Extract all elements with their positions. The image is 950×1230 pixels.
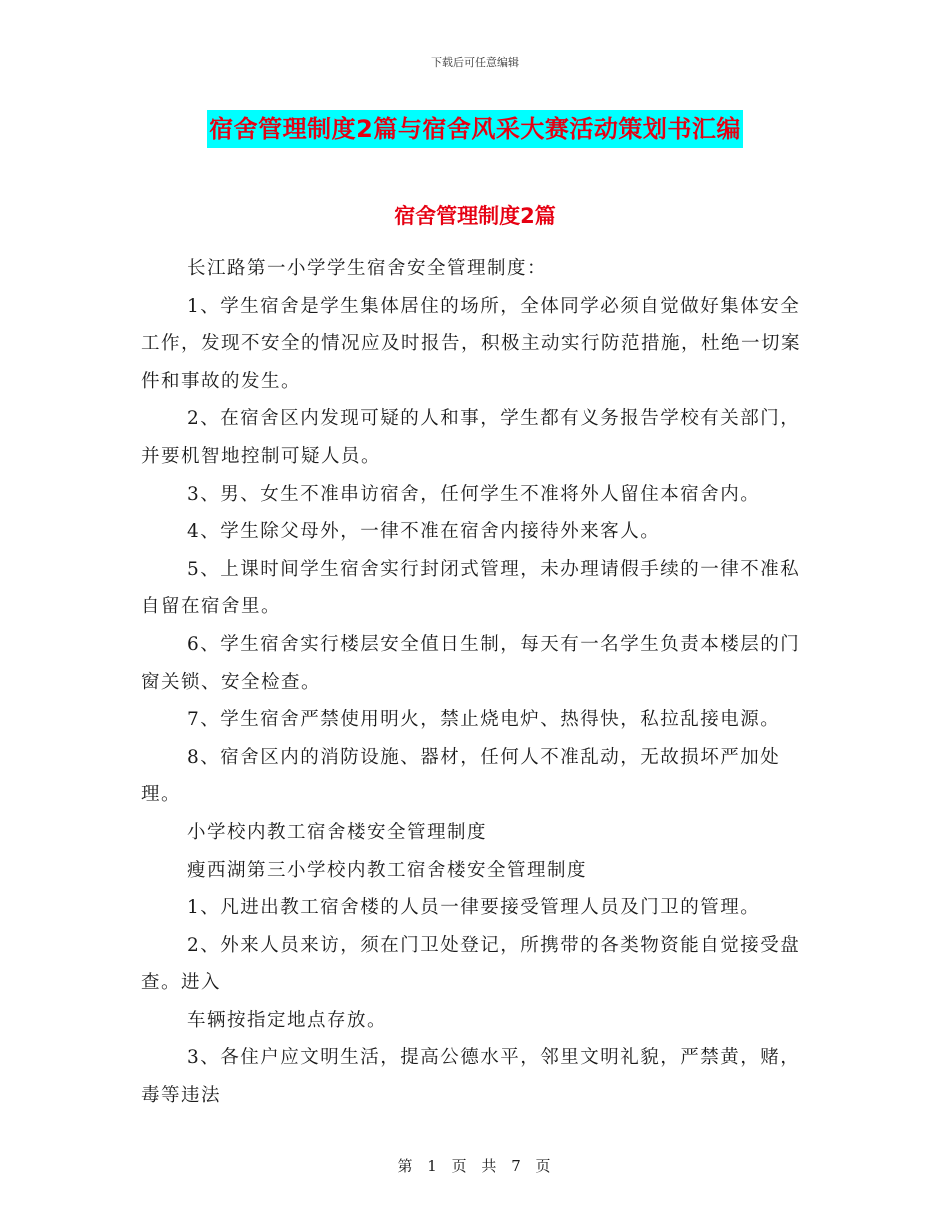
header-note: 下载后可任意编辑: [431, 56, 519, 69]
total-page-count: 7: [511, 1157, 523, 1175]
paragraph: 1、凡进出教工宿舍楼的人员一律要接受管理人员及门卫的管理。: [187, 897, 761, 919]
footer-prefix: 第: [397, 1157, 415, 1175]
paragraph: 小学校内教工宿舍楼安全管理制度: [187, 821, 488, 843]
paragraph: 4、学生除父母外，一律不准在宿舍内接待外来客人。: [187, 521, 661, 543]
paragraph: 3、男、女生不准串访宿舍，任何学生不准将外人留住本宿舍内。: [187, 483, 761, 505]
paragraph: 8、宿舍区内的消防设施、器材，任何人不准乱动，无故损坏严加处理。: [141, 746, 781, 806]
page-footer: [0, 1155, 950, 1176]
paragraph: 瘦西湖第三小学校内教工宿舍楼安全管理制度: [187, 859, 588, 881]
paragraph: 长江路第一小学学生宿舍安全管理制度：: [187, 258, 548, 279]
footer-total-word: 共: [481, 1157, 499, 1175]
paragraph: 车辆按指定地点存放。: [187, 1009, 388, 1031]
document-body: [141, 250, 813, 1115]
paragraph: 2、在宿舍区内发现可疑的人和事，学生都有义务报告学校有关部门，并要机智地控制可疑人员。: [141, 408, 801, 467]
main-title: 宿舍管理制度2篇与宿舍风采大赛活动策划书汇编: [207, 110, 743, 148]
current-page-number: 1: [427, 1157, 439, 1175]
paragraph: 3、各住户应文明生活，提高公德水平，邻里文明礼貌，严禁黄，赌，毒等违法: [141, 1047, 801, 1107]
paragraph: 5、上课时间学生宿舍实行封闭式管理，未办理请假手续的一律不准私自留在宿舍里。: [141, 558, 801, 618]
section-title: 宿舍管理制度2篇: [394, 204, 556, 228]
footer-suffix: 页: [535, 1157, 553, 1175]
paragraph: 2、外来人员来访，须在门卫处登记，所携带的各类物资能自觉接受盘查。进入: [141, 934, 801, 994]
main-title-wrapper: [0, 110, 950, 148]
footer-page-word: 页: [451, 1157, 469, 1175]
paragraph: 6、学生宿舍实行楼层安全值日生制，每天有一名学生负责本楼层的门窗关锁、安全检查。: [141, 633, 801, 693]
paragraph: 7、学生宿舍严禁使用明火，禁止烧电炉、热得快，私拉乱接电源。: [187, 709, 781, 731]
paragraph: 1、学生宿舍是学生集体居住的场所，全体同学必须自觉做好集体安全工作，发现不安全的情况应及时报告，积极主动实行防范措施，杜绝一切案件和事故的发生。: [141, 295, 802, 392]
